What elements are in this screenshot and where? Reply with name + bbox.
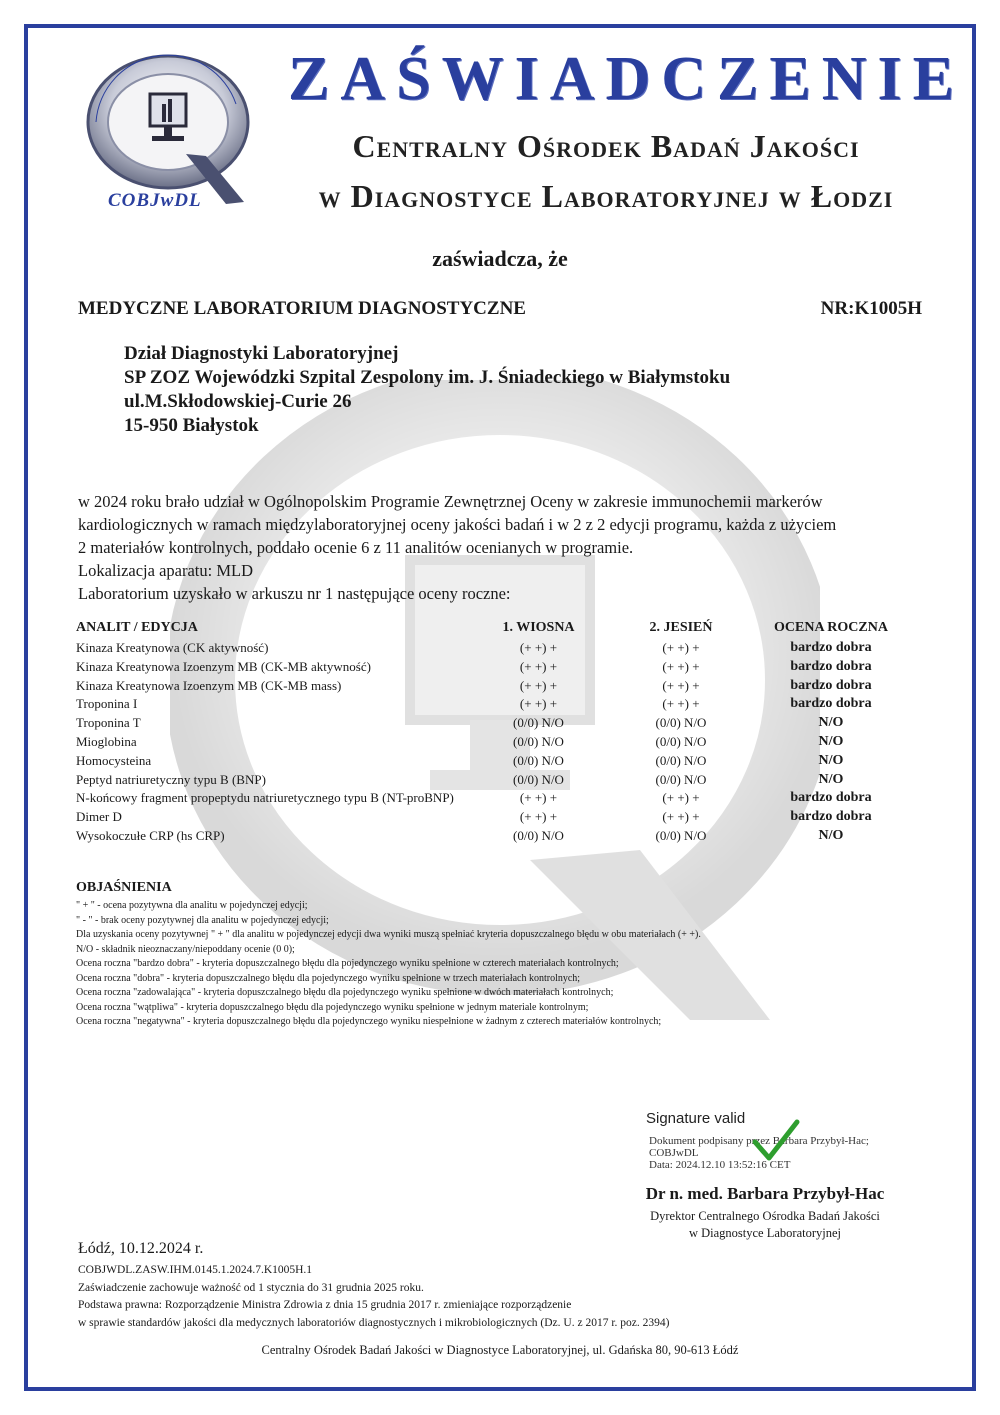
body-line: Laboratorium uzyskało w arkuszu nr 1 następujące oceny roczne: [78,584,511,603]
institution-name-line2: w Diagnostyce Laboratoryjnej w Łodzi [318,178,894,214]
checkmark-icon [751,1116,801,1164]
annual-cell: bardzo dobra [790,696,872,712]
body-line: w 2024 roku brało udział w Ogólnopolskim Programie Zewnętrznej Oceny w zakresie immunochemii markerów [78,492,823,511]
laboratory-number: NR:K1005H [820,298,922,319]
laboratory-name: MEDYCZNE LABORATORIUM DIAGNOSTYCZNE [78,298,526,319]
analyte-cell: Homocysteina [76,752,152,768]
annual-cell: bardzo dobra [790,809,872,825]
legal-basis-line: w sprawie standardów jakości dla medycznych laboratoriów diagnostycznych i mikrobiologicznych (Dz. U. z 2017 r. poz. 2394) [78,1316,670,1329]
place-date: Łódź, 10.12.2024 r. [78,1240,204,1257]
logo-text: COBJwDL [108,190,202,211]
annual-cell: bardzo dobra [790,640,872,655]
body-line: kardiologicznych w ramach międzylaboratoryjnej oceny jakości badań i w 2 z 2 edycji programu, każda z użyciem [78,515,837,534]
spring-cell: (+ +) + [519,790,558,806]
table-row [76,827,906,846]
explanation-line: Dla uzyskania oceny pozytywnej " + " dla analitu w pojedynczej edycji dwa wyniki muszą spełniać kryteria dopuszczalnego błędu w obu materiałach (+ +). [76,929,701,940]
annual-cell: N/O [818,752,844,768]
validity-line: Zaświadczenie zachowuje ważność od 1 stycznia do 31 grudnia 2025 roku. [78,1281,424,1294]
analyte-cell: Troponina I [76,696,138,712]
digital-signature[interactable] [646,1110,946,1171]
header-spring: 1. WIOSNA [502,620,575,635]
spring-cell: (0/0) N/O [513,771,564,787]
explanation-line: Ocena roczna "dobra" - kryteria dopuszczalnego błędu dla pojedynczego wyniku spełnione w trzech materiałach kontrolnych; [76,972,581,984]
address-line: ul.M.Skłodowskiej-Curie 26 [124,391,352,412]
table-row [76,658,906,677]
autumn-cell: (0/0) N/O [655,771,707,787]
explanation-line: N/O - składnik nieoznaczany/niepoddany ocenie (0 0); [76,943,295,955]
annual-cell: N/O [818,771,844,787]
legal-basis-line: Podstawa prawna: Rozporządzenie Ministra Zdrowia z dnia 15 grudnia 2017 r. zmieniające rozporządzenie [78,1299,572,1311]
institution-address-footer: Centralny Ośrodek Badań Jakości w Diagnostyce Laboratoryjnej, ul. Gdańska 80, 90-613 Łódź [261,1343,739,1357]
spring-cell: (0/0) N/O [513,715,564,731]
footer-info [78,1240,938,1332]
explanation-line: Ocena roczna "zadowalająca" - kryteria dopuszczalnego błędu dla pojedynczego wyniku spełnione w dwóch materiałach kontrolnych; [76,987,614,998]
director-role [600,1208,930,1242]
autumn-cell: (0/0) N/O [655,827,707,843]
body-line: Lokalizacja aparatu: MLD [78,561,253,580]
analyte-cell: Troponina T [76,715,141,731]
annual-cell: N/O [818,715,844,731]
table-row [76,695,906,714]
laboratory-address [124,342,730,438]
analyte-cell: Peptyd natriuretyczny typu B (BNP) [76,771,266,787]
explanation-line: Ocena roczna "bardzo dobra" - kryteria dopuszczalnego błędu dla pojedynczego wyniku spełnione w czterech materiałach kontrolnych; [76,958,619,969]
spring-cell: (+ +) + [519,696,558,712]
table-row [76,771,906,790]
signature-detail-line: Data: 2024.12.10 13:52:16 CET [649,1159,791,1171]
autumn-cell: (+ +) + [662,809,700,825]
autumn-cell: (0/0) N/O [655,715,707,731]
table-row [76,808,906,827]
annual-cell: N/O [818,733,844,749]
results-table [76,618,906,846]
spring-cell: (0/0) N/O [513,752,564,768]
signature-detail-line: Dokument podpisany przez Barbara Przybył-Hac; [649,1135,869,1147]
table-header-row [76,618,906,639]
analyte-cell: Wysokoczułe CRP (hs CRP) [76,827,225,843]
spring-cell: (+ +) + [519,677,558,693]
table-row [76,714,906,733]
annual-cell: N/O [818,827,844,843]
director-role-line: Dyrektor Centralnego Ośrodka Badań Jakości [650,1209,880,1223]
table-row [76,789,906,808]
analyte-cell: Kinaza Kreatynowa (CK aktywność) [76,640,269,655]
address-line: 15-950 Białystok [124,415,259,436]
autumn-cell: (+ +) + [662,790,700,806]
header-analyte: ANALIT / EDYCJA [76,620,198,635]
header-annual: OCENA ROCZNA [774,620,888,635]
autumn-cell: (+ +) + [662,658,700,674]
analyte-cell: Dimer D [76,809,122,825]
director-name: Dr n. med. Barbara Przybył-Hac [645,1184,885,1203]
explanations-heading: OBJAŚNIENIA [76,880,172,895]
header-autumn: 2. JESIEŃ [649,620,713,635]
explanation-line: Ocena roczna "wątpliwa" - kryteria dopuszczalnego błędu dla pojedynczego wyniku spełnione w jednym materiale kontrolnym; [76,1001,589,1013]
analyte-cell: N-końcowy fragment propeptydu natriuretycznego typu B (NT-proBNP) [76,790,454,806]
autumn-cell: (+ +) + [662,640,700,655]
table-row [76,733,906,752]
explanation-line: " + " - ocena pozytywna dla analitu w pojedynczej edycji; [76,900,308,911]
annual-cell: bardzo dobra [790,677,872,693]
autumn-cell: (+ +) + [662,677,700,693]
table-row [76,677,906,696]
analyte-cell: Kinaza Kreatynowa Izoenzym MB (CK-MB mass) [76,677,342,693]
analyte-cell: Mioglobina [76,733,137,749]
explanations [76,880,956,1030]
annual-cell: bardzo dobra [790,790,872,806]
annual-cell: bardzo dobra [790,658,872,674]
spring-cell: (+ +) + [519,809,558,825]
spring-cell: (0/0) N/O [513,827,564,843]
autumn-cell: (+ +) + [662,696,700,712]
document-number: COBJWDL.ZASW.IHM.0145.1.2024.7.K1005H.1 [78,1264,313,1276]
participation-statement [78,490,938,605]
spring-cell: (+ +) + [519,658,558,674]
explanation-line: " - " - brak oceny pozytywnej dla analitu w pojedynczej edycji; [76,914,329,926]
director-block [600,1184,930,1242]
autumn-cell: (0/0) N/O [655,733,707,749]
analyte-cell: Kinaza Kreatynowa Izoenzym MB (CK-MB aktywność) [76,658,371,674]
table-row [76,752,906,771]
explanation-line: Ocena roczna "negatywna" - kryteria dopuszczalnego błędu dla pojedynczego wyniku niespełnione w żadnym z czterech materiałów kontrolnych; [76,1016,662,1027]
director-role-line: w Diagnostyce Laboratoryjnej [688,1226,842,1240]
signature-status: Signature valid [646,1110,746,1127]
institution-name-line1: Centralny Ośrodek Badań Jakości [352,128,860,164]
spring-cell: (+ +) + [519,640,558,655]
autumn-cell: (0/0) N/O [655,752,707,768]
certificate-title: ZAŚWIADCZENIE [288,45,966,113]
address-line: Dział Diagnostyki Laboratoryjnej [124,343,399,364]
table-row [76,639,906,658]
certifies-text: zaświadcza, że [432,246,568,271]
address-line: SP ZOZ Wojewódzki Szpital Zespolony im. J. Śniadeckiego w Białymstoku [124,367,731,388]
spring-cell: (0/0) N/O [513,733,564,749]
signature-detail-line: COBJwDL [649,1147,699,1159]
body-line: 2 materiałów kontrolnych, poddało ocenie 6 z 11 analitów ocenianych w programie. [78,538,634,557]
